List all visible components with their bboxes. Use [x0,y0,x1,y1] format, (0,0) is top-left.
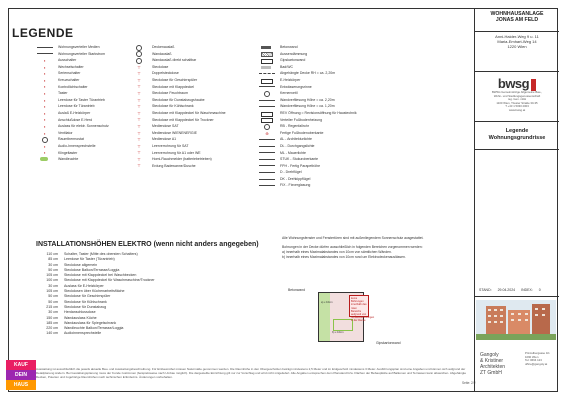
legend-column-electrical [36,44,109,163]
legend-item-label: Raumthermostat [58,137,84,142]
switch-icon: ◐ [43,64,47,70]
blank-cell [475,150,559,290]
installation-description: Steckdosen über Küchenarbeitsfläche [64,289,125,294]
architect-address-line: Prinzelbergasse 4/1 [525,351,550,355]
legend-item-label: Fertige Fußbodenoberkante [280,130,324,135]
legend-item-label: Auslass für elektr. Sonnenschutz [58,124,109,129]
legend-item-label: Wandauslaß [152,51,172,56]
logo-word-kauf: KAUF [6,360,36,370]
legend-item-label: Gipskartonwand [280,58,306,63]
construction-symbol-icon [258,157,276,162]
legend-item-label: Wohnungsverteiler Medien [58,45,100,49]
legend-item-label: AL - Architekturlichte [280,137,312,142]
legend-item-label: ML - Mauerlichte [280,150,306,155]
legend-item-label: Mediendose SAT [152,124,179,129]
bwsg-logo: bwsg [475,76,559,91]
legend-item [130,117,226,124]
legend-item-label: Ausschalter [58,58,77,63]
doc-title-line-2: Wohnungsgrundrisse [488,135,546,141]
construction-symbol-icon [258,84,276,89]
legend-item [36,110,109,117]
installation-description: Steckdose mit Klappdeckel bei Waschbecken [64,273,137,278]
architect-cell [475,348,559,392]
construction-symbol-icon [258,98,276,103]
company-info-line: www.bwsg.at [508,107,526,112]
disclaimer-text: Ausstattung ist ausschließlich die jeweils aktuelle Bau- und Ausstattungsbeschreibung. Für Einbaumöbel müssen Naturmaße genommen werden. Die Raumhöhe in den Obergeschoßen beträgt mindestens 2,5 Meter und im Erdgeschoß mindestens 3 Meter. Ausführungsplan sind eine Angaben und können sich aufgrund der Detailplanung ändern. Bei Gestaltungsplanung muss der Kunde zustimmen (beispielsweise nach Umbau möglich). Die dargestellte Einrichtung gilt nur zur Vorschlag und wird nicht mitgeliefert. Alle Angaben entsprechen dem Planstand bzw. Flächen der Bebauplätze auf Balkonen und Terrassen kann abweichen. Abgehängte Decken, Poterien und zugehörige Raumhöhen nach technischen Erfordernis. Änderungen vorbehalten. [36,367,467,380]
installation-description: Steckdose Balkon/Terrasse/Loggia [64,267,120,272]
installation-height: 150 cm [46,315,58,320]
installation-description: Steckdose für Dunstabzug [64,304,107,309]
project-address-line: Anni-Haider-Weg 9 u. 11 [495,34,539,39]
plan-dim-b: b) ≤ 10cm [332,331,344,334]
construction-symbol-icon [258,104,276,109]
legend-item-label: DK - Drehkippflügel [280,176,311,181]
installation-row [36,331,155,336]
installation-heights-list [36,252,155,337]
socket-icon: ⊤ [137,163,141,169]
legend-column-construction [258,44,357,189]
legend-item [130,136,226,143]
legend-item [258,163,357,170]
legend-item-label: Steckdose für Kühlschrank [152,104,194,109]
legend-item [36,156,109,163]
architect-name-line: & Kristiner [480,358,504,364]
socket-icon: ⊤ [137,104,141,110]
legend-item [258,97,357,104]
installation-description: Leerdose für Taster (Türantrieb) [64,257,115,262]
notes-paragraph: Alle Wohnungsfenster und Fenstertüren sind mit außenliegendem Sonnenschutz ausgestattet. Bohrungen in der Decke dürfen ausschließlich in folgenden Bereichen vorgenommen werden: a) innerhalb eines Maximalabstandes von 10cm von sämtlichen Wänden. b) innerhalb eines Maximalabstandes von 10cm rund um Elektrodeckenauslässen. [282,236,424,259]
legend-item-label: Wandleuchte [58,157,79,162]
legend-title: LEGENDE [12,26,74,40]
legend-item-label: Leerverrohrung für SAT [152,143,189,148]
legend-item [258,57,357,64]
legend-item [130,64,226,71]
construction-symbol-icon [258,163,276,168]
legend-item [36,84,109,91]
project-title-cell [475,8,559,32]
installation-description: Steckdose für Geschirrspüler [64,294,111,299]
installation-height: 30 cm [48,262,58,267]
construction-symbol-icon [258,117,276,122]
legend-item-label: Aussendämmung [280,51,308,56]
legend-item-label: Wandverfliesung Höhe = ca. 1,20m [280,104,335,109]
architect-address-line: office@gangoly.at [525,361,548,366]
index-label: INDEX: [521,288,533,292]
legend-item-label: D - Drehflügel [280,170,302,175]
legend-item-label: Mediendose A1 [152,137,177,142]
legend-item-label: REV Öffnung = Revisionsöffnung für Haustechnik [280,110,357,115]
legend-item-label: Steckdose mit Klappdeckel für Waschmaschine [152,110,226,115]
wall-outlet-icon [36,51,54,56]
legend-item-label: Betonwand [280,45,298,49]
legend-item-label: Leerdose für Taster Türantrieb [58,97,105,102]
project-address-cell [475,32,559,72]
wall-outlet-icon [36,45,54,50]
installation-height: 215 cm [46,304,58,309]
legend-item [36,103,109,110]
stand-label: STAND: [479,288,492,292]
plan-dim-a: a) ≤ 10cm [321,301,333,304]
legend-item-label: Taster [58,91,68,96]
installation-height: 50 cm [48,267,58,272]
legend-item [258,103,357,110]
legend-item [130,150,226,157]
company-info-line: T +43 1 5030 2003 [505,104,529,109]
installation-description: Wandauslass Küche [64,315,97,320]
socket-icon: ⊤ [137,90,141,96]
legend-item [258,90,357,97]
switch-icon: ◐ [43,97,47,103]
ceiling-outlet-icon [130,58,148,63]
plan-light-outlet-zone [333,319,353,331]
switch-icon: ◐ [43,130,47,136]
project-line-2: JONAS AM FELD [495,17,539,24]
logo-word-haus: HAUS [6,380,36,390]
construction-symbol-icon [258,124,276,129]
legend-item [130,156,226,163]
architect-name-line: ZT GmbH [480,370,502,376]
plan-label-gipskarton: Gipskartonwand [376,341,401,345]
switch-icon: ◐ [43,104,47,110]
construction-symbol-icon [258,51,276,56]
construction-symbol-icon [258,150,276,155]
kauf-dein-haus-logo [6,360,36,390]
architect-name-line: Architekten [480,364,506,370]
installation-height: 140 cm [46,331,58,336]
legend-item-label: Wandverfliesung Höhe = ca. 2,20m [280,97,335,102]
socket-icon: ⊤ [137,64,141,70]
plan-no-drill-note: keine Bohrungen innerhalb des roten Bereichs aufgrund von Schwerlastleitungen in der Decke [351,297,375,323]
legend-item [130,90,226,97]
installation-height: 85 cm [48,257,58,262]
legend-column-outlets [130,44,226,169]
legend-item [36,143,109,150]
installation-heights-title: INSTALLATIONSHÖHEN ELEKTRO (wenn nicht anders angegeben) [36,241,259,248]
legend-item [130,51,226,58]
legend-item-label: Kontrollichtschalter [58,84,88,89]
legend-item [258,117,357,124]
legend-item-label: Leerdose für Türantrieb [58,104,95,109]
legend-item-label: Homi-Rauchmelder (batteriebetrieben) [152,157,212,162]
page-number: Seite: 2/2 [462,381,476,385]
installation-height: 110 cm [46,252,58,256]
company-info-line: Wohn- und Siedlungsgenossenschaft [493,93,541,98]
installation-height: 30 cm [48,310,58,315]
switch-icon: ◐ [43,143,47,149]
legend-item [36,130,109,137]
installation-description: Steckdose für Kühlschrank [64,299,107,304]
legend-item-label: Kreuzschalter [58,77,80,82]
legend-item [258,182,357,189]
legend-item [36,77,109,84]
legend-item [258,70,357,77]
legend-item [130,110,226,117]
legend-item [130,44,226,51]
legend-item-label: Wandauslaß direkt schaltbar [152,58,197,63]
legend-item-label: Leerverrohrung für A1 oder WE [152,150,201,155]
legend-item [258,136,357,143]
legend-item-label: Verteiler Fußbodenheizung [280,117,323,122]
legend-item-label: Steckdose mit Klappdeckel für Trockner [152,117,214,122]
legend-item [258,84,357,91]
legend-item-label: DL - Durchgangslichte [280,143,315,148]
legend-item-label: Mediendose WIENENERGIE [152,130,197,135]
switch-icon: ◐ [43,57,47,63]
socket-icon: ⊤ [137,130,141,136]
lamp-icon [36,157,54,162]
switch-icon: ◐ [43,77,47,83]
legend-item [36,97,109,104]
socket-icon: ⊤ [137,123,141,129]
socket-icon: ⊤ [137,110,141,116]
legend-item [130,97,226,104]
legend-item-label: Steckdose für Geschirrspüler [152,77,198,82]
legend-item [258,123,357,130]
legend-item [258,44,357,51]
construction-symbol-icon [258,111,276,116]
legend-item [130,103,226,110]
installation-height: 105 cm [46,289,58,294]
legend-item-label: Kernenvetil [280,91,298,96]
legend-item-label: Deckenauslaß [152,45,175,49]
socket-icon: ⊤ [137,150,141,156]
construction-symbol-icon [258,71,276,76]
installation-description: Steckdose allgemein [64,262,98,267]
legend-item [36,64,109,71]
architect-address-line: 1090 Wien [525,354,539,359]
legend-item [36,136,109,143]
construction-symbol-icon [258,183,276,188]
installation-height: 100 cm [46,278,58,283]
installation-description: Schalter, Taster (Mitte des obersten Schalters) [64,252,138,256]
legend-item [258,51,357,58]
switch-icon: ◐ [43,71,47,77]
client-cell [475,72,559,122]
legend-item [258,110,357,117]
legend-item [36,51,109,58]
construction-symbol-icon [258,177,276,182]
building-rendering-image [476,300,556,340]
switch-icon: ◐ [43,123,47,129]
project-address-line: 1220 Wien [507,44,527,49]
installation-description: Herdanschlussdose [64,310,96,315]
legend-item [36,90,109,97]
socket-icon: ⊤ [137,143,141,149]
construction-symbol-icon: ⊕ [265,130,269,136]
legend-item [130,84,226,91]
switch-icon [36,137,54,142]
installation-description: Steckdose mit Klappdeckel für Waschmaschine/Trockner [64,278,155,283]
legend-item [258,150,357,157]
legend-item-label: Steckdose mit Klappdeckel [152,84,195,89]
socket-icon: ⊤ [137,84,141,90]
legend-item [36,57,109,64]
document-title-cell [475,122,559,150]
legend-item [258,169,357,176]
socket-icon: ⊤ [137,156,141,162]
legend-item-label: Abgehängte Decke RH = ca. 2,20m [280,71,336,76]
legend-item [258,143,357,150]
company-info-line: 1100 Wien, Triester Straße 30-35 [496,100,538,105]
legend-item-label: Wechselschalter [58,64,84,69]
legend-item [258,64,357,71]
company-info-line: BWSG Gemeinnützige Allgemeine Bau-, [491,90,543,94]
ceiling-drilling-plan [318,292,375,342]
legend-item [36,70,109,77]
legend-item [36,44,109,51]
legend-item [130,57,226,64]
legend-item-label: Klingeltaster [58,150,78,155]
notes-text [282,236,432,260]
architect-name-line: Gangoly [480,352,499,358]
legend-item-label: Wohnungsverteiler Starkstrom [58,51,106,56]
company-info-line: reg. Gen. mbH [507,97,527,102]
installation-height: 185 cm [46,320,58,325]
construction-symbol-icon [258,137,276,142]
legend-item [36,117,109,124]
legend-item [36,123,109,130]
socket-icon: ⊤ [137,71,141,77]
construction-symbol-icon [258,58,276,63]
legend-item-label: RB - Regenfallrohr [280,124,309,129]
legend-item-label: Ventilator [58,130,73,135]
logo-word-dein: DEIN [6,370,36,380]
project-line-1: WOHNHAUSANLAGE [490,11,544,17]
installation-description: Wandauslass für Spiegelschrank [64,320,117,325]
installation-description: Wandleuchte Balkon/Terrasse/Loggia [64,326,124,331]
installation-height: 30 cm [48,283,58,288]
legend-item [130,70,226,77]
legend-item [258,130,357,137]
legend-item-label: FPH - Fertig Parapethöhe [280,163,321,168]
legend-item-label: STUK - Stukuroberkante [280,157,319,162]
installation-height: 50 cm [48,294,58,299]
legend-item [130,143,226,150]
project-address-line: Maria-Emhart-Weg 14 [497,39,537,44]
installation-description: Audioinnensprechstelle [64,331,102,336]
socket-icon: ⊤ [137,97,141,103]
legend-item-label: Steckdose Feuchtraum [152,91,188,96]
doc-title-line-1: Legende [505,128,529,134]
legend-item [258,156,357,163]
legend-item [258,77,357,84]
switch-icon: ◐ [43,117,47,123]
legend-item-label: Erdung Badewanne/Dusche [152,163,196,168]
socket-icon: ⊤ [137,117,141,123]
index-value: 0 [538,288,541,292]
legend-item-label: Audio-Innensprechstelle [58,143,96,148]
legend-item-label: FIX - Fixverglasung [280,183,311,188]
switch-icon: ◐ [43,110,47,116]
construction-symbol-icon [258,45,276,50]
legend-item [36,150,109,157]
legend-item [130,130,226,137]
switch-icon: ◐ [43,150,47,156]
legend-item [130,163,226,170]
switch-icon: ◐ [43,84,47,90]
ceiling-outlet-icon [130,51,148,56]
plan-label-betonwand: Betonwand [288,288,305,292]
legend-item-label: Doppelsteckdose [152,71,179,76]
legend-item-label: Entwässerungsrinne [280,84,312,89]
switch-icon: ◐ [43,90,47,96]
socket-icon: ⊤ [137,137,141,143]
legend-item [258,176,357,183]
installation-height: 105 cm [46,273,58,278]
installation-height: 220 cm [46,326,58,331]
legend-item-label: Bad/WC [280,64,294,69]
construction-symbol-icon [258,144,276,149]
stand-cell [475,285,559,297]
legend-item-label: Anschlußdose E.Herd [58,117,93,122]
ceiling-outlet-icon [130,45,148,50]
legend-item-label: Serienschalter [58,71,81,76]
legend-item [130,123,226,130]
stand-value: 29.04.2024 [497,288,516,292]
construction-symbol-icon [258,78,276,83]
socket-icon: ⊤ [137,77,141,83]
construction-symbol-icon [258,65,276,70]
legend-item [130,77,226,84]
legend-item-label: Auslaß E-Heizkörper [58,110,91,115]
legend-item-label: Steckdose [152,64,169,69]
construction-symbol-icon [258,170,276,175]
architect-address-line: Tel: 0664 123 [525,358,542,363]
construction-symbol-icon [258,91,276,96]
installation-height: 50 cm [48,299,58,304]
legend-item-label: E-Heizkörper [280,77,301,82]
installation-description: Auslass für E-Heizkörper [64,283,104,288]
legend-item-label: Steckdose für Dunstabzugshaube [152,97,205,102]
